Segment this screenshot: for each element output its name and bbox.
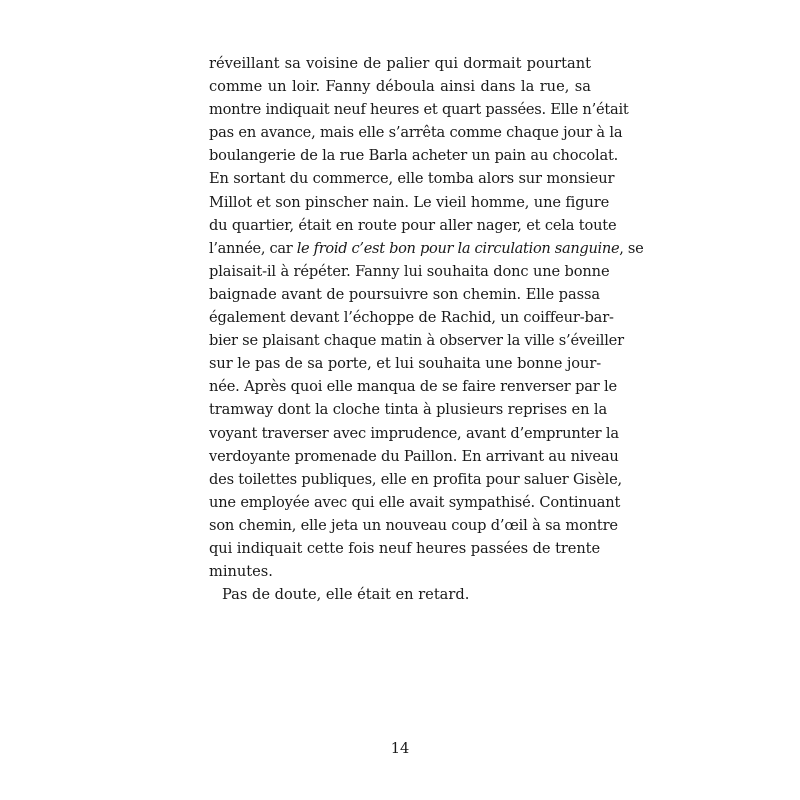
text-line: En sortant du commerce, elle tomba alors sur monsieur (209, 170, 615, 188)
text-line-with-italic (209, 237, 644, 260)
text-line: pas en avance, mais elle s’arrêta comme chaque jour à la (209, 124, 623, 142)
text-run: , se (619, 239, 644, 257)
text-line: baignade avant de poursuivre son chemin. Elle passa (209, 285, 601, 303)
text-line: son chemin, elle jeta un nouveau coup d’œil à sa montre (209, 516, 618, 534)
text-line: verdoyante promenade du Paillon. En arrivant au niveau (209, 447, 619, 465)
paragraph-2: Pas de doute, elle était en retard. (222, 586, 470, 604)
text-line: boulangerie de la rue Barla acheter un pain au chocolat. (209, 147, 619, 165)
text-line: tramway dont la cloche tinta à plusieurs reprises en la (209, 401, 608, 419)
text-line: une employée avec qui elle avait sympathisé. Continuant (209, 493, 621, 511)
page-number: 14 (390, 740, 410, 757)
text-line: également devant l’échoppe de Rachid, un coiffeur-bar- (209, 309, 614, 327)
text-line: minutes. (209, 563, 273, 581)
text-line: comme un loir. Fanny déboula ainsi dans la rue, sa (209, 78, 591, 96)
text-line: née. Après quoi elle manqua de se faire renverser par le (209, 378, 618, 396)
text-line: des toilettes publiques, elle en profita pour saluer Gisèle, (209, 470, 622, 488)
italic-quote: le froid c’est bon pour la circulation sanguine (296, 239, 620, 257)
text-line: voyant traverser avec imprudence, avant d’emprunter la (209, 424, 619, 442)
body-text (209, 52, 644, 606)
text-line: Millot et son pinscher nain. Le vieil homme, une figure (209, 193, 610, 211)
text-line: qui indiquait cette fois neuf heures passées de trente (209, 539, 601, 557)
text-line: réveillant sa voisine de palier qui dormait pourtant (209, 55, 591, 72)
text-run: l’année, car (209, 239, 297, 257)
text-line: bier se plaisant chaque matin à observer la ville s’éveiller (209, 332, 624, 350)
text-line: sur le pas de sa porte, et lui souhaita une bonne jour- (209, 355, 602, 373)
text-line: du quartier, était en route pour aller nager, et cela toute (209, 216, 617, 234)
text-line: montre indiquait neuf heures et quart passées. Elle n’était (209, 101, 629, 119)
text-line: plaisait-il à répéter. Fanny lui souhaita donc une bonne (209, 262, 610, 280)
